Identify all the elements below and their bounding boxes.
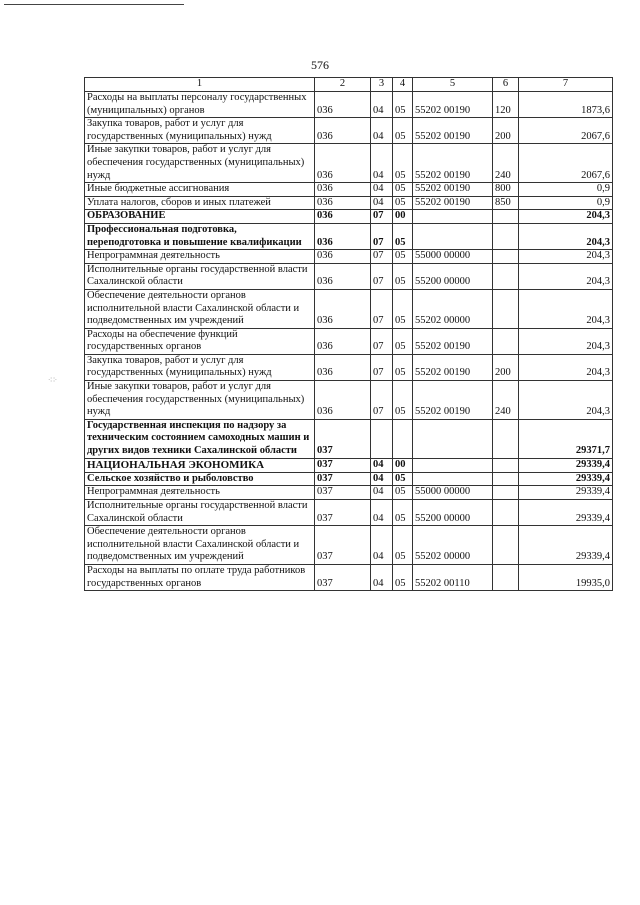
subsection-code-cell: 05 bbox=[393, 183, 413, 197]
subsection-code-cell: 00 bbox=[393, 210, 413, 224]
table-row bbox=[85, 144, 613, 183]
expense-type-code-cell bbox=[493, 250, 519, 264]
expense-type-code-cell bbox=[493, 289, 519, 328]
scan-artifact: ·∷· bbox=[48, 376, 58, 384]
subsection-code-cell: 05 bbox=[393, 354, 413, 380]
amount-cell: 29339,4 bbox=[519, 486, 613, 500]
target-item-code-cell bbox=[413, 223, 493, 249]
table-row bbox=[85, 419, 613, 458]
table-row bbox=[85, 328, 613, 354]
expense-type-code-cell: 800 bbox=[493, 183, 519, 197]
row-name-cell: Уплата налогов, сборов и иных платежей bbox=[85, 196, 315, 210]
table-row bbox=[85, 289, 613, 328]
table-row bbox=[85, 500, 613, 526]
amount-cell: 19935,0 bbox=[519, 564, 613, 590]
amount-cell: 29339,4 bbox=[519, 526, 613, 565]
subsection-code-cell bbox=[393, 419, 413, 458]
expense-type-code-cell bbox=[493, 328, 519, 354]
budget-table bbox=[84, 77, 613, 591]
table-row bbox=[85, 210, 613, 224]
subsection-code-cell: 05 bbox=[393, 328, 413, 354]
target-item-code-cell bbox=[413, 458, 493, 472]
target-item-code-cell: 55000 00000 bbox=[413, 486, 493, 500]
row-name-cell: Иные закупки товаров, работ и услуг для обеспечения государственных (муниципальных) нужд bbox=[85, 144, 315, 183]
expense-type-code-cell bbox=[493, 564, 519, 590]
row-name-cell: Исполнительные органы государственной власти Сахалинской области bbox=[85, 500, 315, 526]
amount-cell: 204,3 bbox=[519, 289, 613, 328]
expense-type-code-cell: 240 bbox=[493, 144, 519, 183]
table-row bbox=[85, 250, 613, 264]
section-code-cell: 07 bbox=[371, 354, 393, 380]
amount-cell: 29339,4 bbox=[519, 472, 613, 486]
target-item-code-cell: 55202 00190 bbox=[413, 328, 493, 354]
section-code-cell: 04 bbox=[371, 118, 393, 144]
subsection-code-cell: 05 bbox=[393, 196, 413, 210]
ved-code-cell: 036 bbox=[315, 223, 371, 249]
ved-code-cell: 036 bbox=[315, 92, 371, 118]
row-name-cell: Профессиональная подготовка, переподготовка и повышение квалификации bbox=[85, 223, 315, 249]
row-name-cell: Исполнительные органы государственной власти Сахалинской области bbox=[85, 263, 315, 289]
amount-cell: 0,9 bbox=[519, 196, 613, 210]
ved-code-cell: 036 bbox=[315, 196, 371, 210]
section-code-cell: 04 bbox=[371, 564, 393, 590]
ved-code-cell: 036 bbox=[315, 328, 371, 354]
section-code-cell: 07 bbox=[371, 250, 393, 264]
table-row bbox=[85, 118, 613, 144]
amount-cell: 29339,4 bbox=[519, 500, 613, 526]
target-item-code-cell: 55202 00000 bbox=[413, 526, 493, 565]
row-name-cell: Закупка товаров, работ и услуг для государственных (муниципальных) нужд bbox=[85, 354, 315, 380]
amount-cell: 29371,7 bbox=[519, 419, 613, 458]
amount-cell: 204,3 bbox=[519, 250, 613, 264]
subsection-code-cell: 05 bbox=[393, 118, 413, 144]
section-code-cell: 04 bbox=[371, 196, 393, 210]
target-item-code-cell: 55202 00110 bbox=[413, 564, 493, 590]
section-code-cell: 07 bbox=[371, 328, 393, 354]
section-code-cell: 07 bbox=[371, 381, 393, 420]
subsection-code-cell: 05 bbox=[393, 381, 413, 420]
row-name-cell: ОБРАЗОВАНИЕ bbox=[85, 210, 315, 224]
subsection-code-cell: 05 bbox=[393, 526, 413, 565]
expense-type-code-cell: 850 bbox=[493, 196, 519, 210]
table-row bbox=[85, 458, 613, 472]
subsection-code-cell: 05 bbox=[393, 500, 413, 526]
row-name-cell: Обеспечение деятельности органов исполнительной власти Сахалинской области и подведомственных им учреждений bbox=[85, 289, 315, 328]
expense-type-code-cell bbox=[493, 500, 519, 526]
target-item-code-cell bbox=[413, 419, 493, 458]
table-row bbox=[85, 183, 613, 197]
expense-type-code-cell bbox=[493, 263, 519, 289]
expense-type-code-cell bbox=[493, 526, 519, 565]
row-name-cell: Обеспечение деятельности органов исполнительной власти Сахалинской области и подведомственных им учреждений bbox=[85, 526, 315, 565]
table-row bbox=[85, 223, 613, 249]
ved-code-cell: 037 bbox=[315, 472, 371, 486]
expense-type-code-cell bbox=[493, 472, 519, 486]
subsection-code-cell: 05 bbox=[393, 263, 413, 289]
expense-type-code-cell bbox=[493, 223, 519, 249]
row-name-cell: Закупка товаров, работ и услуг для государственных (муниципальных) нужд bbox=[85, 118, 315, 144]
table-row bbox=[85, 526, 613, 565]
section-code-cell: 04 bbox=[371, 458, 393, 472]
column-header: 3 bbox=[371, 78, 393, 92]
amount-cell: 29339,4 bbox=[519, 458, 613, 472]
amount-cell: 204,3 bbox=[519, 263, 613, 289]
amount-cell: 204,3 bbox=[519, 381, 613, 420]
ved-code-cell: 037 bbox=[315, 458, 371, 472]
subsection-code-cell: 05 bbox=[393, 472, 413, 486]
row-name-cell: Иные закупки товаров, работ и услуг для обеспечения государственных (муниципальных) нужд bbox=[85, 381, 315, 420]
row-name-cell: Непрограммная деятельность bbox=[85, 250, 315, 264]
section-code-cell: 07 bbox=[371, 263, 393, 289]
amount-cell: 204,3 bbox=[519, 328, 613, 354]
ved-code-cell: 037 bbox=[315, 500, 371, 526]
table-row bbox=[85, 564, 613, 590]
amount-cell: 204,3 bbox=[519, 210, 613, 224]
expense-type-code-cell bbox=[493, 486, 519, 500]
ved-code-cell: 036 bbox=[315, 144, 371, 183]
section-code-cell: 04 bbox=[371, 92, 393, 118]
section-code-cell: 07 bbox=[371, 223, 393, 249]
row-name-cell: НАЦИОНАЛЬНАЯ ЭКОНОМИКА bbox=[85, 458, 315, 472]
section-code-cell: 04 bbox=[371, 144, 393, 183]
subsection-code-cell: 05 bbox=[393, 92, 413, 118]
subsection-code-cell: 05 bbox=[393, 250, 413, 264]
subsection-code-cell: 05 bbox=[393, 564, 413, 590]
column-header: 7 bbox=[519, 78, 613, 92]
amount-cell: 204,3 bbox=[519, 354, 613, 380]
section-code-cell: 04 bbox=[371, 486, 393, 500]
ved-code-cell: 037 bbox=[315, 419, 371, 458]
table-row bbox=[85, 381, 613, 420]
ved-code-cell: 036 bbox=[315, 263, 371, 289]
row-name-cell: Непрограммная деятельность bbox=[85, 486, 315, 500]
section-code-cell: 07 bbox=[371, 289, 393, 328]
row-name-cell: Государственная инспекция по надзору за техническим состоянием самоходных машин и других видов техники Сахалинской области bbox=[85, 419, 315, 458]
target-item-code-cell: 55202 00190 bbox=[413, 118, 493, 144]
amount-cell: 0,9 bbox=[519, 183, 613, 197]
target-item-code-cell bbox=[413, 472, 493, 486]
subsection-code-cell: 05 bbox=[393, 223, 413, 249]
section-code-cell: 04 bbox=[371, 500, 393, 526]
table-body bbox=[85, 92, 613, 591]
amount-cell: 2067,6 bbox=[519, 144, 613, 183]
table-row bbox=[85, 196, 613, 210]
expense-type-code-cell: 120 bbox=[493, 92, 519, 118]
ved-code-cell: 036 bbox=[315, 354, 371, 380]
target-item-code-cell: 55202 00190 bbox=[413, 196, 493, 210]
section-code-cell bbox=[371, 419, 393, 458]
column-header: 5 bbox=[413, 78, 493, 92]
ved-code-cell: 036 bbox=[315, 381, 371, 420]
column-header: 1 bbox=[85, 78, 315, 92]
table-row bbox=[85, 354, 613, 380]
target-item-code-cell: 55202 00190 bbox=[413, 381, 493, 420]
target-item-code-cell bbox=[413, 210, 493, 224]
budget-table-container bbox=[84, 77, 612, 591]
target-item-code-cell: 55000 00000 bbox=[413, 250, 493, 264]
amount-cell: 2067,6 bbox=[519, 118, 613, 144]
expense-type-code-cell: 200 bbox=[493, 118, 519, 144]
column-header: 6 bbox=[493, 78, 519, 92]
column-header: 2 bbox=[315, 78, 371, 92]
section-code-cell: 04 bbox=[371, 472, 393, 486]
target-item-code-cell: 55200 00000 bbox=[413, 500, 493, 526]
top-rule bbox=[4, 4, 184, 5]
expense-type-code-cell: 200 bbox=[493, 354, 519, 380]
section-code-cell: 04 bbox=[371, 183, 393, 197]
ved-code-cell: 036 bbox=[315, 250, 371, 264]
page-number: 576 bbox=[311, 58, 329, 72]
target-item-code-cell: 55202 00190 bbox=[413, 183, 493, 197]
target-item-code-cell: 55202 00190 bbox=[413, 144, 493, 183]
subsection-code-cell: 05 bbox=[393, 144, 413, 183]
target-item-code-cell: 55202 00190 bbox=[413, 92, 493, 118]
target-item-code-cell: 55202 00190 bbox=[413, 354, 493, 380]
target-item-code-cell: 55200 00000 bbox=[413, 263, 493, 289]
row-name-cell: Сельское хозяйство и рыболовство bbox=[85, 472, 315, 486]
ved-code-cell: 036 bbox=[315, 118, 371, 144]
subsection-code-cell: 00 bbox=[393, 458, 413, 472]
table-row bbox=[85, 486, 613, 500]
row-name-cell: Иные бюджетные ассигнования bbox=[85, 183, 315, 197]
table-row bbox=[85, 472, 613, 486]
ved-code-cell: 036 bbox=[315, 289, 371, 328]
ved-code-cell: 036 bbox=[315, 210, 371, 224]
expense-type-code-cell bbox=[493, 458, 519, 472]
ved-code-cell: 037 bbox=[315, 486, 371, 500]
row-name-cell: Расходы на выплаты по оплате труда работников государственных органов bbox=[85, 564, 315, 590]
amount-cell: 1873,6 bbox=[519, 92, 613, 118]
table-row bbox=[85, 263, 613, 289]
ved-code-cell: 036 bbox=[315, 183, 371, 197]
section-code-cell: 04 bbox=[371, 526, 393, 565]
expense-type-code-cell: 240 bbox=[493, 381, 519, 420]
subsection-code-cell: 05 bbox=[393, 289, 413, 328]
expense-type-code-cell bbox=[493, 210, 519, 224]
amount-cell: 204,3 bbox=[519, 223, 613, 249]
column-header: 4 bbox=[393, 78, 413, 92]
table-header-row bbox=[85, 78, 613, 92]
row-name-cell: Расходы на обеспечение функций государственных органов bbox=[85, 328, 315, 354]
expense-type-code-cell bbox=[493, 419, 519, 458]
target-item-code-cell: 55202 00000 bbox=[413, 289, 493, 328]
row-name-cell: Расходы на выплаты персоналу государственных (муниципальных) органов bbox=[85, 92, 315, 118]
ved-code-cell: 037 bbox=[315, 526, 371, 565]
table-row bbox=[85, 92, 613, 118]
ved-code-cell: 037 bbox=[315, 564, 371, 590]
section-code-cell: 07 bbox=[371, 210, 393, 224]
subsection-code-cell: 05 bbox=[393, 486, 413, 500]
